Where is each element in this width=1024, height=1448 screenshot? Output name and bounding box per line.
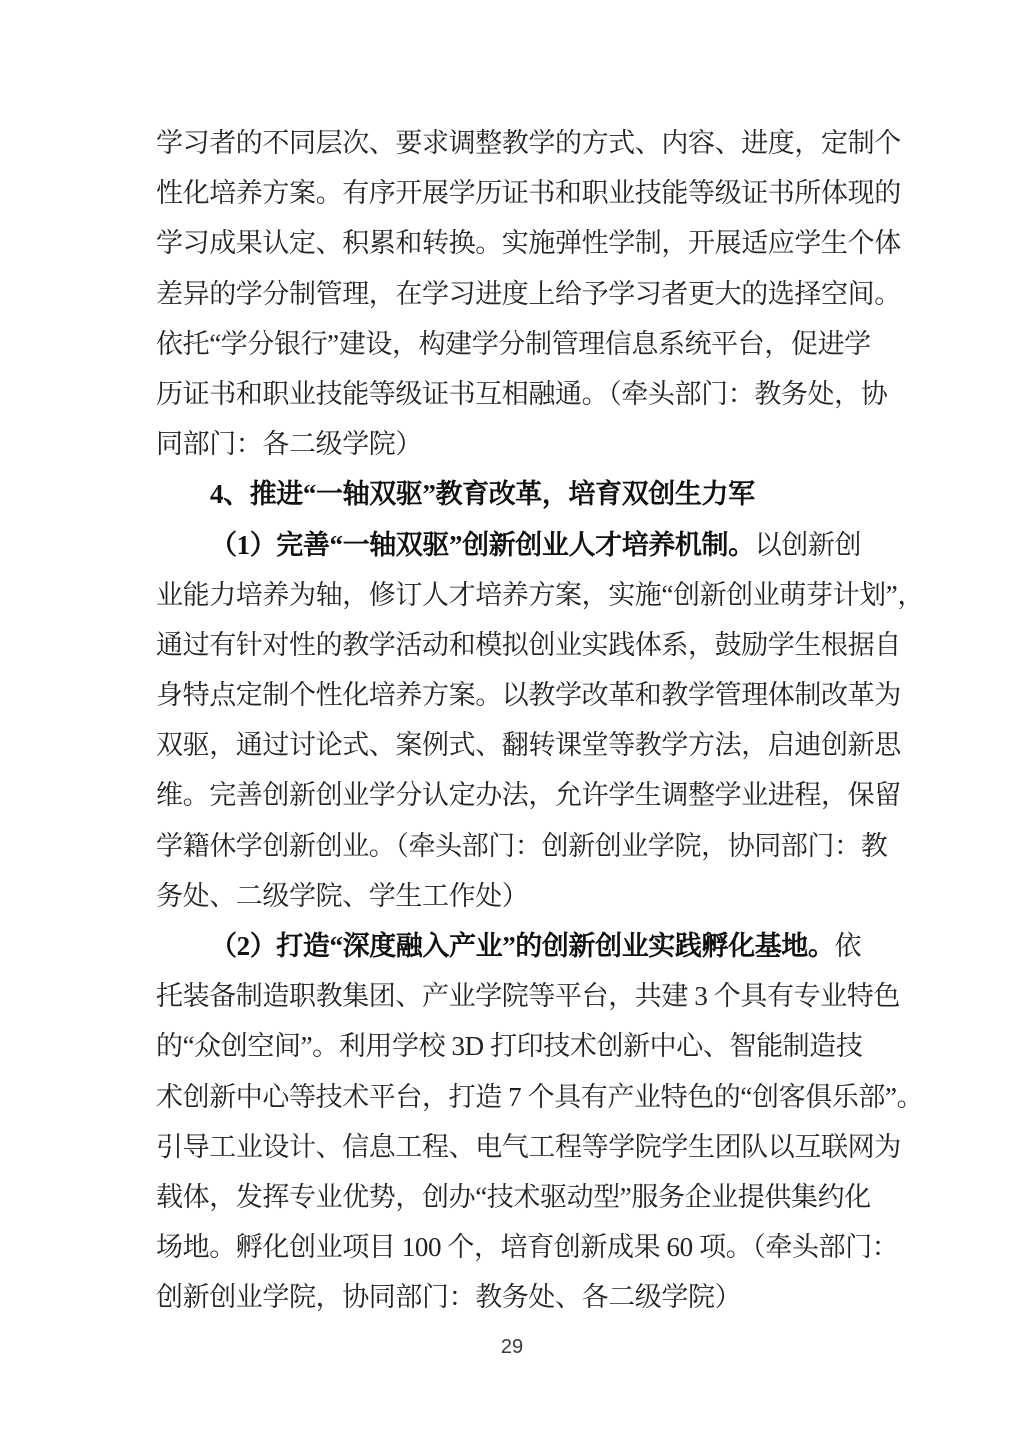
text-segment: 维。完善创新创业学分认定办法，允许学生调整学业进程，保留 bbox=[156, 780, 901, 811]
text-segment: 学习者的不同层次、要求调整教学的方式、内容、进度，定制个 bbox=[156, 128, 901, 158]
text-line bbox=[156, 821, 888, 871]
text-segment: 场地。孵化创业项目 100 个，培育创新成果 60 项。（牵头部门： bbox=[156, 1232, 899, 1263]
text-line bbox=[156, 670, 901, 720]
text-segment: 性化培养方案。有序开展学历证书和职业技能等级证书所体现的 bbox=[156, 178, 901, 209]
text-line bbox=[156, 620, 901, 670]
text-segment: 创新创业学院，协同部门：教务处、各二级学院） bbox=[156, 1282, 742, 1313]
section-heading-line bbox=[156, 469, 880, 519]
text-segment: 双驱，通过讨论式、案例式、翻转课堂等教学方法，启迪创新思 bbox=[156, 730, 901, 761]
text-line bbox=[156, 1072, 924, 1122]
text-line bbox=[156, 1222, 899, 1272]
text-line bbox=[156, 168, 901, 218]
text-segment: 身特点定制个性化培养方案。以教学改革和教学管理体制改革为 bbox=[156, 680, 901, 711]
text-line bbox=[156, 1272, 880, 1322]
text-line bbox=[156, 770, 901, 820]
text-segment: 通过有针对性的教学活动和模拟创业实践体系，鼓励学生根据自 bbox=[156, 629, 901, 660]
text-segment: 务处、二级学院、学生工作处） bbox=[156, 880, 529, 911]
text-line bbox=[156, 971, 900, 1021]
text-line bbox=[156, 319, 880, 369]
text-line bbox=[156, 369, 888, 419]
text-segment: 依 bbox=[834, 931, 862, 961]
page-number: 29 bbox=[500, 1336, 524, 1358]
text-segment: 引导工业设计、信息工程、电气工程等学院学生团队以互联网为 bbox=[156, 1131, 901, 1162]
text-segment: 依托“学分银行”建设，构建学分制管理信息系统平台，促进学 bbox=[156, 328, 871, 359]
text-segment: 差异的学分制管理，在学习进度上给予学习者更大的选择空间。 bbox=[156, 278, 901, 309]
text-segment: 学籍休学创新创业。（牵头部门：创新创业学院，协同部门：教 bbox=[156, 830, 888, 861]
text-segment: 载体，发挥专业优势，创办“技术驱动型”服务企业提供集约化 bbox=[156, 1181, 871, 1212]
text-line bbox=[156, 1122, 901, 1172]
text-line bbox=[156, 1021, 880, 1071]
text-line bbox=[156, 921, 880, 971]
bold-text-segment: （1）完善“一轴双驱”创新创业人才培养机制。 bbox=[210, 529, 755, 560]
text-line bbox=[156, 520, 880, 570]
text-segment: 同部门：各二级学院） bbox=[156, 429, 422, 460]
text-line bbox=[156, 269, 901, 319]
text-line bbox=[156, 1172, 880, 1222]
text-segment: 的“众创空间”。利用学校 3D 打印技术创新中心、智能制造技 bbox=[156, 1031, 863, 1062]
bold-text-segment: （2）打造“深度融入产业”的创新创业实践孵化基地。 bbox=[210, 931, 835, 961]
text-line bbox=[156, 218, 901, 268]
bold-text-segment: 4、推进“一轴双驱”教育改革，培育双创生力军 bbox=[210, 479, 755, 510]
text-segment: 以创新创 bbox=[754, 529, 862, 560]
text-segment: 术创新中心等技术平台，打造 7 个具有产业特色的“创客俱乐部”。 bbox=[156, 1081, 924, 1112]
text-line bbox=[156, 118, 901, 168]
text-line bbox=[156, 570, 924, 620]
text-segment: 学习成果认定、积累和转换。实施弹性学制，开展适应学生个体 bbox=[156, 228, 901, 259]
text-segment: 历证书和职业技能等级证书互相融通。（牵头部门：教务处，协 bbox=[156, 378, 888, 409]
text-segment: 业能力培养为轴，修订人才培养方案，实施“创新创业萌芽计划”， bbox=[156, 579, 924, 610]
text-line bbox=[156, 871, 880, 921]
text-line bbox=[156, 419, 880, 469]
text-line bbox=[156, 720, 901, 770]
document-body bbox=[156, 118, 924, 1323]
text-segment: 托装备制造职教集团、产业学院等平台，共建 3 个具有专业特色 bbox=[156, 981, 900, 1012]
